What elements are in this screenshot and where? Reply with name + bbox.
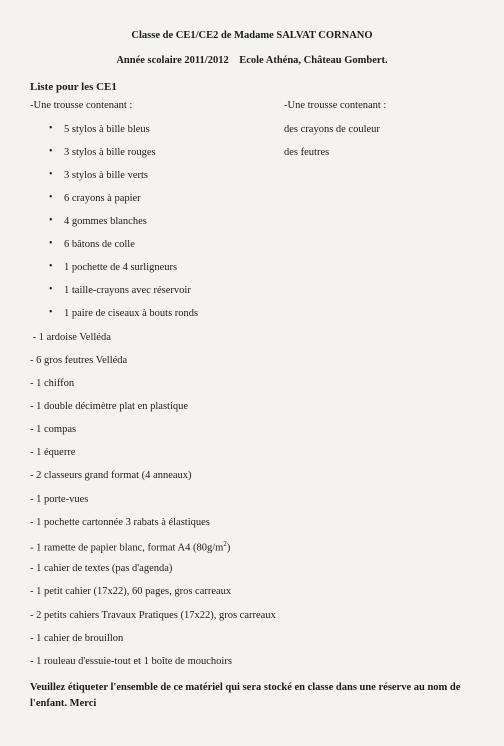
- bullet-icon: •: [49, 169, 53, 180]
- right-item: des feutres: [284, 147, 330, 158]
- bullet-icon: •: [49, 192, 53, 203]
- bullet-item: 1 paire de ciseaux à bouts ronds: [64, 308, 199, 319]
- supply-item: - 1 double décimètre plat en plastique: [30, 401, 189, 412]
- supply-item: - 1 chiffon: [30, 378, 75, 389]
- supply-item: [30, 540, 230, 554]
- supply-item: - 1 compas: [30, 424, 77, 435]
- supply-item: - 1 pochette cartonnée 3 rabats à élastiques: [30, 517, 210, 528]
- bullet-icon: •: [49, 238, 53, 249]
- supply-item: - 1 cahier de textes (pas d'agenda): [30, 563, 173, 574]
- supply-item: - 1 cahier de brouillon: [30, 633, 124, 644]
- right-item: des crayons de couleur: [284, 124, 380, 135]
- bullet-item: 5 stylos à bille bleus: [64, 124, 150, 135]
- section-title: Liste pour les CE1: [30, 81, 117, 93]
- supply-item: - 6 gros feutres Velléda: [30, 355, 128, 366]
- bullet-icon: •: [49, 284, 53, 295]
- closing-paren: ): [226, 542, 231, 554]
- supply-item: - 2 petits cahiers Travaux Pratiques (17x22), gros carreaux: [30, 610, 276, 621]
- bullet-item: 1 pochette de 4 surligneurs: [64, 262, 178, 273]
- bullet-item: 4 gommes blanches: [64, 216, 147, 227]
- supply-item: - 1 équerre: [30, 447, 76, 458]
- supply-item: - 1 petit cahier (17x22), 60 pages, gros carreaux: [30, 586, 232, 597]
- bullet-item: 3 stylos à bille rouges: [64, 147, 156, 158]
- supply-item-text: - 1 ramette de papier blanc, format A4 (80g/m: [30, 542, 224, 554]
- footer-note: Veuillez étiqueter l'ensemble de ce matériel qui sera stocké en classe dans une réserve au nom de l'enfant. Merci: [30, 682, 461, 709]
- supply-item: - 1 porte-vues: [30, 494, 89, 505]
- left-pencil-case-intro: -Une trousse contenant :: [30, 100, 133, 111]
- bullet-icon: •: [49, 146, 53, 157]
- bullet-item: 6 bâtons de colle: [64, 239, 135, 250]
- bullet-icon: •: [49, 123, 53, 134]
- document-title: Classe de CE1/CE2 de Madame SALVAT CORNANO: [131, 30, 373, 41]
- bullet-icon: •: [49, 215, 53, 226]
- bullet-item: 6 crayons à papier: [64, 193, 141, 204]
- bullet-item: 3 stylos à bille verts: [64, 170, 148, 181]
- bullet-icon: •: [49, 307, 53, 318]
- supply-item: - 2 classeurs grand format (4 anneaux): [30, 470, 192, 481]
- supply-item: - 1 ardoise Velléda: [30, 332, 111, 343]
- bullet-icon: •: [49, 261, 53, 272]
- bullet-item: 1 taille-crayons avec réservoir: [64, 285, 191, 296]
- supply-item: - 1 rouleau d'essuie-tout et 1 boîte de mouchoirs: [30, 656, 232, 667]
- superscript: 2: [223, 540, 227, 548]
- document-subtitle: Année scolaire 2011/2012 Ecole Athéna, Château Gombert.: [116, 55, 388, 66]
- right-pencil-case-intro: -Une trousse contenant :: [284, 100, 387, 111]
